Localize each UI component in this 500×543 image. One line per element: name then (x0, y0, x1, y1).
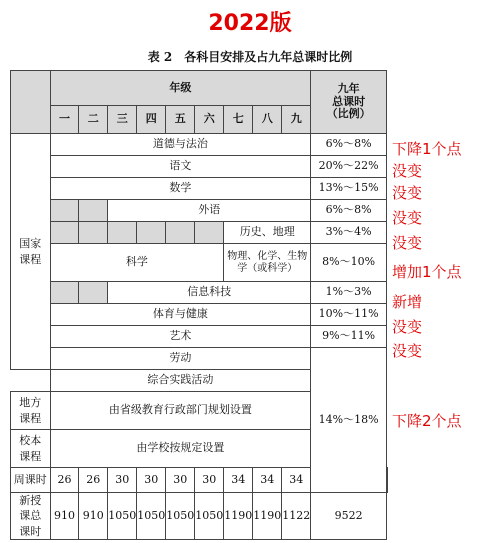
total-value: 1190 (224, 493, 253, 540)
empty-cell (79, 222, 108, 244)
nine-year-line: 九年 (337, 82, 360, 96)
subject-cell: 综合实践活动 (50, 370, 311, 392)
subject-cell: 数学 (50, 178, 311, 200)
empty-cell (166, 222, 195, 244)
empty-cell (387, 468, 388, 493)
empty-cell (79, 200, 108, 222)
ratio-cell: 6%～8% (311, 200, 387, 222)
ratio-cell: 20%～22% (311, 156, 387, 178)
empty-cell (79, 282, 108, 304)
weekly-value: 30 (166, 468, 195, 493)
table-row (11, 493, 388, 540)
grade-label: 二 (79, 106, 108, 134)
ratio-cell: 14%～18% (311, 348, 387, 493)
total-value: 1050 (166, 493, 195, 540)
total-value: 910 (50, 493, 79, 540)
total-value: 1050 (137, 493, 166, 540)
grade-label: 七 (224, 106, 253, 134)
weekly-value: 30 (137, 468, 166, 493)
note-chinese: 没变 (392, 162, 423, 180)
subject-cell: 信息科技 (108, 282, 311, 304)
grade-label: 八 (253, 106, 282, 134)
weekly-value: 30 (108, 468, 137, 493)
note-science: 增加1个点 (392, 263, 462, 281)
grade-label: 四 (137, 106, 166, 134)
table-row (11, 200, 388, 222)
table-row (11, 304, 388, 326)
note-arts: 没变 (392, 342, 423, 360)
nine-year-line: （比例） (326, 107, 371, 121)
weekly-value: 26 (79, 468, 108, 493)
grade-label: 九 (282, 106, 311, 134)
weekly-value: 34 (224, 468, 253, 493)
corner-cell (11, 71, 51, 134)
subject-cell: 科学 (50, 244, 224, 282)
table-row (11, 156, 388, 178)
group-national: 国家课程 (11, 134, 51, 370)
weekly-value: 26 (50, 468, 79, 493)
grade-label: 六 (195, 106, 224, 134)
total-value: 1122 (282, 493, 311, 540)
empty-cell (50, 282, 79, 304)
empty-cell (108, 222, 137, 244)
table-row (11, 222, 388, 244)
table-row (11, 326, 388, 348)
table-row (11, 178, 388, 200)
subject-cell: 外语 (108, 200, 311, 222)
page-title: 2022版 (208, 11, 292, 36)
ratio-cell: 1%～3% (311, 282, 387, 304)
weekly-value: 34 (253, 468, 282, 493)
note-foreign: 没变 (392, 209, 423, 227)
note-pe: 没变 (392, 318, 423, 336)
weekly-value: 30 (195, 468, 224, 493)
ratio-cell: 8%～10% (311, 244, 387, 282)
empty-cell (195, 222, 224, 244)
total-value: 910 (79, 493, 108, 540)
grade-label: 一 (50, 106, 79, 134)
note-it: 新增 (392, 293, 423, 311)
grade-header: 年级 (50, 71, 311, 106)
grade-label: 五 (166, 106, 195, 134)
subject-cell: 物理、化学、生物学（或科学） (224, 244, 311, 282)
subject-cell: 道德与法治 (50, 134, 311, 156)
total-value: 1050 (195, 493, 224, 540)
subject-cell: 由省级教育行政部门规划设置 (50, 392, 311, 430)
ratio-cell: 3%～4% (311, 222, 387, 244)
subject-cell: 由学校按规定设置 (50, 430, 311, 468)
ratio-cell: 10%～11% (311, 304, 387, 326)
row-label: 周课时 (11, 468, 51, 493)
total-value: 1190 (253, 493, 282, 540)
table-caption: 表 2 各科目安排及占九年总课时比例 (147, 50, 353, 64)
empty-cell (137, 222, 166, 244)
note-math: 没变 (392, 184, 423, 202)
weekly-value: 34 (282, 468, 311, 493)
total-value: 1050 (108, 493, 137, 540)
table-row (11, 348, 388, 370)
group-school: 校本课程 (11, 430, 51, 468)
ratio-cell: 6%～8% (311, 134, 387, 156)
subject-cell: 语文 (50, 156, 311, 178)
note-history-geo: 没变 (392, 234, 423, 252)
subject-cell: 艺术 (50, 326, 311, 348)
subject-cell: 历史、地理 (224, 222, 311, 244)
empty-cell (50, 200, 79, 222)
nine-year-line: 总课时 (332, 94, 366, 108)
subject-cell: 劳动 (50, 348, 311, 370)
ratio-cell: 9%～11% (311, 326, 387, 348)
empty-cell (11, 370, 51, 392)
table-row (11, 282, 388, 304)
header-row (11, 71, 388, 106)
ratio-cell: 13%～15% (311, 178, 387, 200)
subject-cell: 体育与健康 (50, 304, 311, 326)
group-local: 地方课程 (11, 392, 51, 430)
grade-label: 三 (108, 106, 137, 134)
total-sum: 9522 (311, 493, 387, 540)
table-row (11, 134, 388, 156)
note-morality: 下降1个点 (392, 140, 462, 158)
table-row (11, 244, 388, 282)
empty-cell (50, 222, 79, 244)
curriculum-table (10, 70, 388, 540)
row-label: 新授课总课时 (11, 493, 51, 540)
note-other: 下降2个点 (392, 412, 462, 430)
nine-year-header (311, 71, 387, 134)
